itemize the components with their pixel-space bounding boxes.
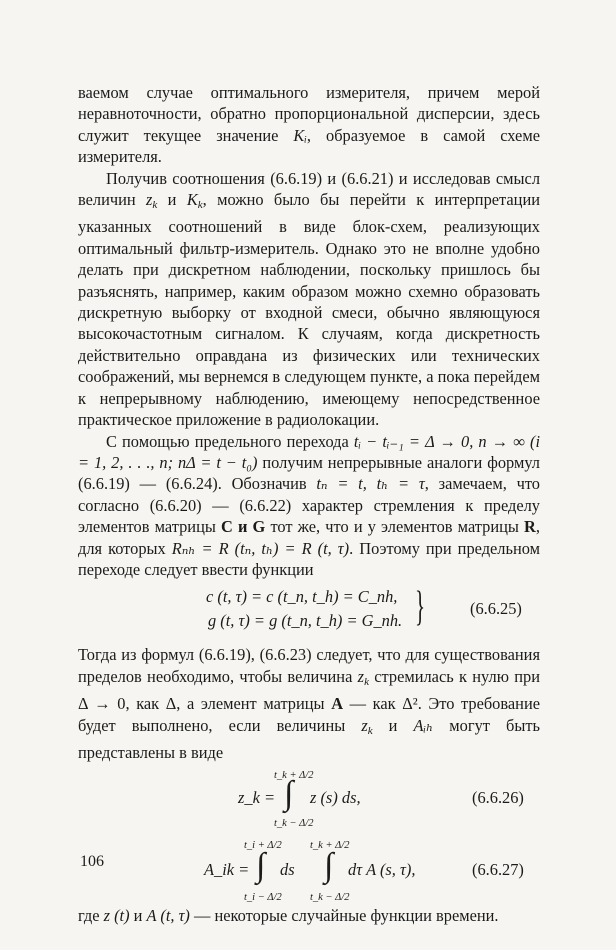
matrix-a: A xyxy=(331,694,344,714)
eq25-line2: g (t, τ) = g (t_n, t_h) = G_nh. xyxy=(208,611,403,631)
para3-text-a: С помощью предельного перехода xyxy=(106,431,354,451)
para3-text-b: получим непрерывные аналоги формул (6.6.19) — (6.6.24). Обозначив xyxy=(78,452,540,494)
paragraph-2 xyxy=(78,168,540,431)
para1-text-b: , образуемое в самой схеме измерителя. xyxy=(78,125,540,167)
para2-text-c: , можно было бы перейти к интерпретации указанных соотношений в виде блок-схем, реализующих оптимальный фильтр-измеритель. Однако это не вполне удобно делать при дискретном наблюдении, поскольку пришлось бы разъяснять, например, каким образом можно схемно образовать дискретную выборку от входной смеси, обычно являющуюся высокочастотным сигналом. К случаям, когда дискретность действительно оправдана из физических или технических соображений, мы вернемся в следующем пункте, а пока перейдем к непрерывному наблюдению, имеющему непосредственное практическое приложение в радиолокации. xyxy=(78,190,540,430)
matrix-r: R xyxy=(524,517,536,537)
para2-text-b: и xyxy=(157,190,187,210)
equation-6-6-25 xyxy=(78,580,540,644)
eq25-number: (6.6.25) xyxy=(470,599,522,619)
paragraph-4 xyxy=(78,644,540,763)
para3-text-c: , замечаем, что согласно (6.6.20) — (6.6.22) характер стремления к пределу элементов матрицы xyxy=(78,474,541,537)
zk-symbol: $z_k$ xyxy=(146,190,158,212)
para5-text-c: — некоторые случайные функции времени. xyxy=(189,906,499,926)
eq27-number: (6.6.27) xyxy=(472,860,524,880)
zt-symbol: z (t) xyxy=(103,906,130,926)
page-number: 106 xyxy=(80,853,104,870)
para1-text-a: ваемом случае оптимального измерителя, причем мерой неравноточности, обратно пропорциональной дисперсии, здесь служит текущее значение xyxy=(78,83,540,145)
para3-text-e: , для которых xyxy=(78,517,540,558)
para3-text-d: тот же, что и у элементов матрицы xyxy=(265,517,525,537)
eq27-lower-limit-2: t_k − Δ/2 xyxy=(310,892,350,904)
zk-symbol-2: $z_k$ xyxy=(357,666,369,688)
para4-text-a: Тогда из формул (6.6.19), (6.6.23) следует, что для существования пределов необходимо, чтобы величина xyxy=(78,645,540,686)
para4-text-e: могут быть представлены в виде xyxy=(78,715,540,762)
para2-text-a: Получив соотношения (6.6.19) и (6.6.21) и исследовав смысл величин xyxy=(78,168,540,210)
eq26-lhs: z_k = xyxy=(238,788,276,808)
eq27-lower-limit-1: t_i − Δ/2 xyxy=(244,892,282,904)
rnh-formula: Rₙₕ = R (tₙ, tₕ) = R (t, τ) xyxy=(171,538,350,558)
integral-sign: ∫ xyxy=(284,775,294,813)
eq27-upper-limit-2: t_k + Δ/2 xyxy=(310,840,350,852)
para4-text-b: стремилась к нулю при Δ → 0, как Δ, а элемент матрицы xyxy=(78,666,540,714)
eq27-lhs: A_ik = xyxy=(204,860,250,880)
para3-text-f: . Поэтому при предельном переходе следует ввести функции xyxy=(78,538,540,579)
eq26-number: (6.6.26) xyxy=(472,788,524,808)
para5-text-a: где xyxy=(78,906,104,926)
kk-symbol: $K_k$ xyxy=(186,190,203,212)
paragraph-5 xyxy=(78,905,540,926)
eq26-lower-limit: t_k − Δ/2 xyxy=(274,818,314,830)
para4-text-d: и xyxy=(372,715,414,735)
paragraph-3 xyxy=(78,431,540,581)
equation-6-6-26 xyxy=(78,763,540,831)
integral-sign-1: ∫ xyxy=(256,847,266,885)
eq27-body-2: dτ A (s, τ), xyxy=(348,860,416,880)
para4-text-c: — как Δ². Это требование будет выполнено, если величины xyxy=(78,694,540,735)
equation-6-6-27 xyxy=(78,831,540,905)
eq27-body-1: ds xyxy=(280,860,295,880)
at-symbol: A (t, τ) xyxy=(146,906,190,926)
integral-sign-2: ∫ xyxy=(324,847,334,885)
para5-text-b: и xyxy=(129,906,147,926)
text-body xyxy=(78,82,540,927)
tn-formula: tₙ = t, tₕ = τ xyxy=(316,474,425,494)
aih-symbol: Aᵢₕ xyxy=(413,715,434,735)
eq26-body: z (s) ds, xyxy=(310,788,361,808)
eq26-upper-limit: t_k + Δ/2 xyxy=(274,770,314,782)
eq25-line1: c (t, τ) = c (t_n, t_h) = C_nh, xyxy=(206,587,398,607)
right-brace: } xyxy=(415,584,426,631)
zk-symbol-3: $z_k$ xyxy=(361,715,373,737)
ki-symbol: Kᵢ xyxy=(293,125,307,145)
eq27-upper-limit-1: t_i + Δ/2 xyxy=(244,840,282,852)
paragraph-1 xyxy=(78,82,540,168)
matrix-cg: C и G xyxy=(221,517,266,537)
limit-formula: tᵢ − tᵢ₋₁ = Δ → 0, n → ∞ (i = 1, 2, . . ., n; nΔ = t − t₀) xyxy=(78,431,541,472)
